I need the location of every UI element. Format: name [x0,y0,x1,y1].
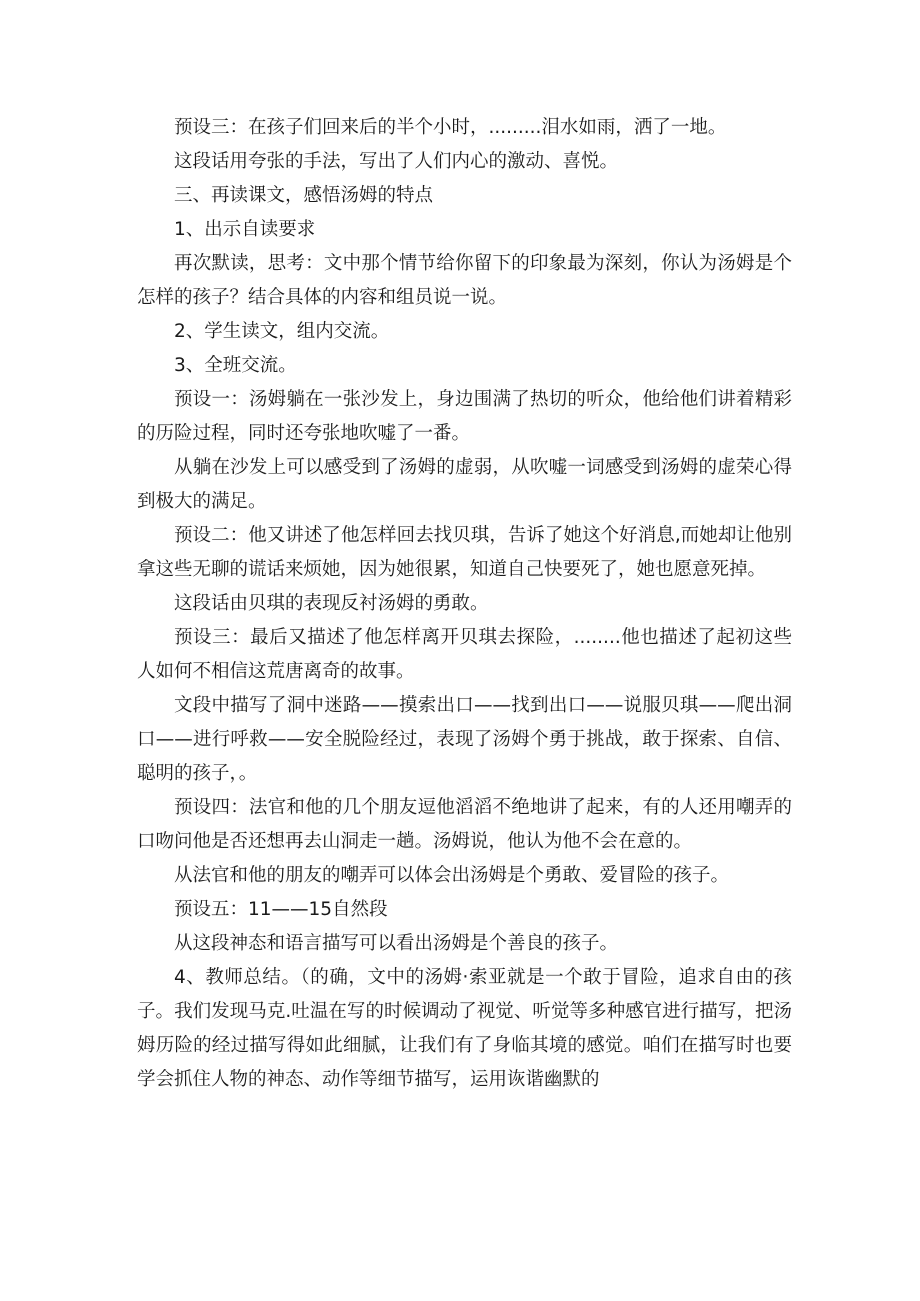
paragraph-preset-four: 预设四：法官和他的几个朋友逗他滔滔不绝地讲了起来，有的人还用嘲弄的口吻问他是否还想再去山洞走一趟。汤姆说，他认为他不会在意的。 [137,797,792,852]
paragraph-preset-two: 预设二：他又讲述了他怎样回去找贝琪，告诉了她这个好消息,而她却让他别拿这些无聊的谎话来烦她，因为她很累，知道自己快要死了，她也愿意死掉。 [137,525,792,580]
paragraph-reading-task: 再次默读，思考：文中那个情节给你留下的印象最为深刻，你认为汤姆是个怎样的孩子？结合具体的内容和组员说一说。 [137,253,792,308]
paragraph-preset-one: 预设一：汤姆躺在一张沙发上，身边围满了热切的听众，他给他们讲着精彩的历险过程，同时还夸张地吹嘘了一番。 [137,389,792,444]
step-one-heading: 1、出示自读要求 [174,219,316,240]
paragraph-preset-one-analysis: 从躺在沙发上可以感受到了汤姆的虚弱，从吹嘘一词感受到汤姆的虚荣心得到极大的满足。 [137,457,792,512]
paragraph-preset-four-analysis: 从法官和他的朋友的嘲弄可以体会出汤姆是个勇敢、爱冒险的孩子。 [174,865,730,886]
step-three-heading: 3、全班交流。 [174,355,297,376]
section-heading-reread: 三、再读课文，感悟汤姆的特点 [174,185,434,206]
step-two-heading: 2、学生读文，组内交流。 [174,321,390,342]
paragraph-preset-two-analysis: 这段话由贝琪的表现反衬汤姆的勇敢。 [174,593,489,614]
paragraph-preset-three-analysis: 文段中描写了洞中迷路——摸索出口——找到出口——说服贝琪——爬出洞口——进行呼救——安全脱险经过，表现了汤姆个勇于挑战，敢于探索、自信、聪明的孩子，。 [137,695,792,784]
paragraph-exaggeration-note: 这段话用夸张的手法，写出了人们内心的激动、喜悦。 [174,151,619,172]
document-body [137,111,792,1097]
paragraph-preset-five-analysis: 从这段神态和语言描写可以看出汤姆是个善良的孩子。 [174,933,619,954]
paragraph-preset-five: 预设五：11——15自然段 [174,899,388,920]
paragraph-preset-three-intro: 预设三：在孩子们回来后的半个小时，.........泪水如雨，洒了一地。 [174,117,727,138]
paragraph-teacher-summary: 4、教师总结。（的确，文中的汤姆·索亚就是一个敢于冒险，追求自由的孩子。我们发现马克.吐温在写的时候调动了视觉、听觉等多种感官进行描写，把汤姆历险的经过描写得如此细腻，让我们有了身临其境的感觉。咱们在描写时也要学会抓住人物的神态、动作等细节描写，运用诙谐幽默的 [137,967,792,1090]
paragraph-preset-three: 预设三：最后又描述了他怎样离开贝琪去探险，........他也描述了起初这些人如何不相信这荒唐离奇的故事。 [137,627,792,682]
